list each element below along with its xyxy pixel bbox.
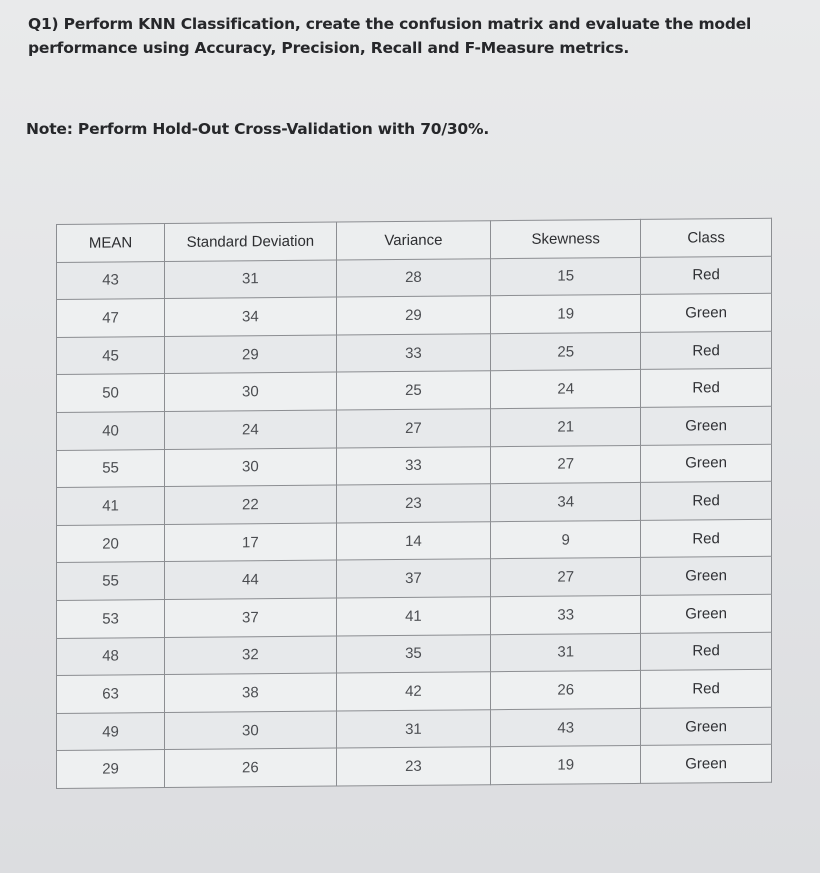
cell-class: Green: [641, 557, 772, 596]
cell-variance: 33: [336, 333, 491, 372]
cell-skewness: 21: [491, 407, 641, 446]
cell-standard-deviation: 31: [165, 260, 337, 299]
cell-variance: 14: [336, 521, 491, 560]
cell-standard-deviation: 30: [165, 448, 337, 487]
cell-variance: 41: [336, 597, 491, 636]
cell-standard-deviation: 38: [165, 673, 337, 712]
table-row: [57, 444, 772, 488]
cell-variance: 33: [336, 446, 491, 485]
cell-class: Red: [641, 632, 772, 671]
cell-skewness: 15: [491, 257, 641, 296]
cell-variance: 23: [336, 484, 491, 523]
cell-variance: 29: [336, 296, 491, 335]
cell-standard-deviation: 24: [165, 410, 337, 449]
question-text: Q1) Perform KNN Classification, create the confusion matrix and evaluate the model performance using Accuracy, Precision, Recall and F-Measure metrics.: [28, 15, 752, 57]
cell-variance: 35: [336, 634, 491, 673]
cell-mean: 41: [57, 487, 165, 526]
data-table: [56, 218, 772, 789]
table-row: [57, 256, 772, 300]
cell-variance: 28: [336, 258, 491, 297]
cell-variance: 27: [336, 409, 491, 448]
cell-standard-deviation: 17: [165, 523, 337, 562]
cell-mean: 49: [57, 712, 165, 751]
cell-mean: 40: [57, 412, 165, 451]
cell-class: Green: [641, 745, 772, 784]
header-standard-deviation: Standard Deviation: [165, 222, 337, 261]
cell-skewness: 9: [491, 520, 641, 559]
cell-mean: 45: [57, 336, 165, 375]
cell-variance: 31: [336, 709, 491, 748]
cell-skewness: 19: [491, 746, 641, 785]
cell-class: Red: [641, 331, 772, 370]
cell-skewness: 31: [491, 633, 641, 672]
cell-class: Green: [641, 707, 772, 746]
cell-standard-deviation: 22: [165, 485, 337, 524]
cell-skewness: 43: [491, 708, 641, 747]
cell-variance: 25: [336, 371, 491, 410]
cell-standard-deviation: 29: [165, 335, 337, 374]
cell-skewness: 27: [491, 558, 641, 597]
cell-standard-deviation: 30: [165, 372, 337, 411]
cell-standard-deviation: 30: [165, 711, 337, 750]
cell-skewness: 25: [491, 332, 641, 371]
cell-mean: 20: [57, 524, 165, 563]
header-class: Class: [641, 218, 772, 257]
cell-class: Green: [641, 444, 772, 483]
cell-variance: 37: [336, 559, 491, 598]
cell-class: Green: [641, 594, 772, 633]
cell-variance: 23: [336, 747, 491, 786]
cell-mean: 55: [57, 562, 165, 601]
cell-skewness: 19: [491, 295, 641, 334]
cell-mean: 47: [57, 299, 165, 338]
table-row: [57, 669, 772, 713]
table-row: [57, 481, 772, 525]
note-text: Note: Perform Hold-Out Cross-Validation with 70/30%.: [26, 120, 490, 138]
cell-class: Red: [641, 481, 772, 520]
cell-standard-deviation: 34: [165, 297, 337, 336]
table-row: [57, 745, 772, 789]
table-row: [57, 557, 772, 601]
header-mean: MEAN: [57, 224, 165, 263]
cell-class: Green: [641, 406, 772, 445]
cell-mean: 63: [57, 675, 165, 714]
header-skewness: Skewness: [491, 219, 641, 258]
cell-standard-deviation: 32: [165, 636, 337, 675]
cell-skewness: 26: [491, 671, 641, 710]
cell-variance: 42: [336, 672, 491, 711]
cell-skewness: 33: [491, 595, 641, 634]
cell-class: Green: [641, 293, 772, 332]
table-row: [57, 707, 772, 751]
cell-standard-deviation: 37: [165, 598, 337, 637]
cell-mean: 29: [57, 750, 165, 789]
cell-class: Red: [641, 669, 772, 708]
cell-skewness: 27: [491, 445, 641, 484]
table-row: [57, 293, 772, 337]
table-row: [57, 369, 772, 413]
cell-class: Red: [641, 519, 772, 558]
table-row: [57, 406, 772, 450]
cell-mean: 55: [57, 449, 165, 488]
cell-skewness: 34: [491, 483, 641, 522]
cell-mean: 43: [57, 261, 165, 300]
data-table-container: [56, 218, 772, 789]
table-row: [57, 331, 772, 375]
cell-mean: 53: [57, 599, 165, 638]
cell-skewness: 24: [491, 370, 641, 409]
header-variance: Variance: [336, 221, 491, 260]
table-header-row: [57, 218, 772, 262]
table-row: [57, 594, 772, 638]
cell-class: Red: [641, 256, 772, 295]
cell-class: Red: [641, 369, 772, 408]
table-row: [57, 519, 772, 563]
cell-standard-deviation: 44: [165, 560, 337, 599]
cell-mean: 48: [57, 637, 165, 676]
table-row: [57, 632, 772, 676]
cell-standard-deviation: 26: [165, 748, 337, 787]
cell-mean: 50: [57, 374, 165, 413]
